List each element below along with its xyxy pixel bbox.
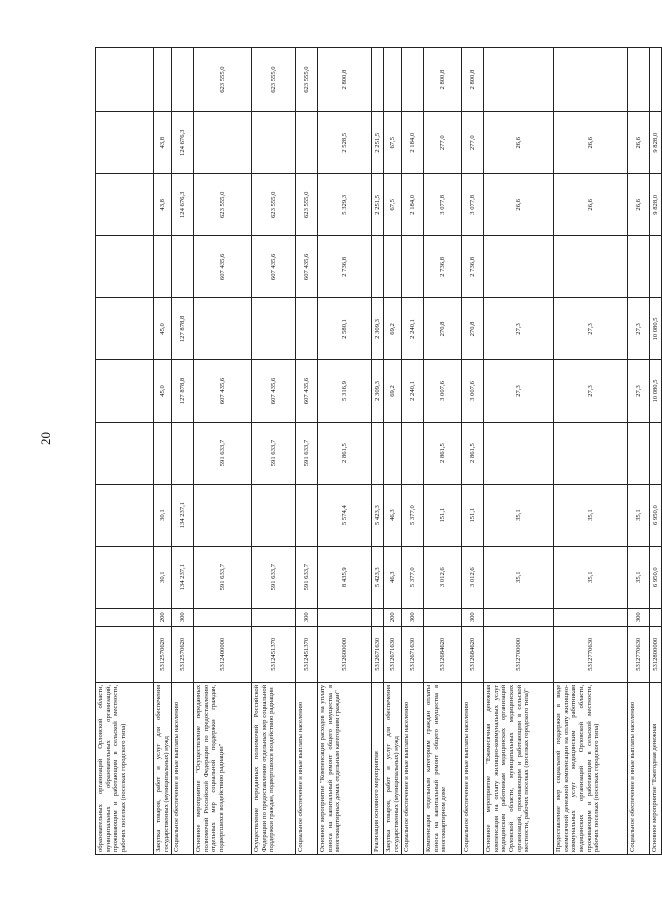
- cell-c9: 623 555,0: [296, 48, 318, 112]
- cell-c7: 26,6: [554, 174, 628, 236]
- cell-c3: [402, 422, 424, 484]
- cell-name: Социальное обеспечение и иные выплаты населению: [296, 682, 318, 854]
- table-row: [194, 48, 252, 855]
- cell-c7: 2 251,5: [372, 174, 384, 236]
- cell-vr: [372, 608, 384, 626]
- cell-name: Социальное обеспечение и иные выплаты населению: [628, 682, 650, 854]
- cell-c8: 26,6: [628, 112, 650, 174]
- cell-c7: 3 077,8: [462, 174, 484, 236]
- cell-c1: 3 012,6: [424, 546, 462, 608]
- cell-c6: 607 435,6: [194, 236, 252, 298]
- cell-c4: 27,3: [484, 360, 554, 422]
- cell-c6: 607 435,6: [296, 236, 318, 298]
- cell-name: Основное мероприятие "Осуществление переданных полномочий Российской Федерации по предоставлению отдельных мер социальной поддержки граждан, подвергшихся воздействию радиации": [194, 682, 252, 854]
- cell-c4: 10 080,5: [650, 360, 662, 422]
- cell-c7: 26,6: [484, 174, 554, 236]
- cell-c6: [554, 236, 628, 298]
- cell-c2: 35,1: [628, 484, 650, 546]
- table-row: [96, 48, 154, 855]
- cell-c1: 8 435,9: [318, 546, 372, 608]
- cell-c5: 27,3: [484, 298, 554, 360]
- cell-c9: [384, 48, 402, 112]
- cell-c6: [384, 236, 402, 298]
- cell-c4: 45,0: [154, 360, 172, 422]
- cell-name: Осуществление переданных полномочий Российской Федерации по предоставлению отдельных мер социальной поддержки граждан, подвергшихся воздействию радиации: [252, 682, 296, 854]
- table-row: [462, 48, 484, 855]
- cell-c5: 2 580,1: [318, 298, 372, 360]
- table-row: [318, 48, 372, 855]
- cell-c1: 35,1: [628, 546, 650, 608]
- cell-c2: [296, 484, 318, 546]
- cell-c6: 2 736,8: [318, 236, 372, 298]
- cell-code: [96, 626, 154, 682]
- cell-c9: [628, 48, 650, 112]
- cell-c8: 277,0: [462, 112, 484, 174]
- cell-c2: [252, 484, 296, 546]
- table-row: [484, 48, 554, 855]
- cell-c2: [96, 484, 154, 546]
- cell-code: 5312400000: [194, 626, 252, 682]
- cell-c1: 134 237,1: [172, 546, 194, 608]
- cell-vr: 300: [172, 608, 194, 626]
- cell-c6: [372, 236, 384, 298]
- cell-c6: [484, 236, 554, 298]
- cell-c2: 35,1: [554, 484, 628, 546]
- cell-c3: 591 633,7: [296, 422, 318, 484]
- cell-c3: 2 861,5: [462, 422, 484, 484]
- cell-c8: [252, 112, 296, 174]
- cell-c9: [154, 48, 172, 112]
- cell-c5: 270,8: [462, 298, 484, 360]
- cell-code: 5312770630: [628, 626, 650, 682]
- cell-vr: [96, 608, 154, 626]
- cell-name: Основное мероприятие "Компенсация расходов на уплату взноса на капитальный ремонт общего имущества в многоквартирных домах отдельным категориям граждан": [318, 682, 372, 854]
- cell-c7: 623 555,0: [296, 174, 318, 236]
- cell-code: 5312671630: [372, 626, 384, 682]
- cell-c3: [384, 422, 402, 484]
- cell-vr: [554, 608, 628, 626]
- cell-c2: 5 423,3: [372, 484, 384, 546]
- cell-c3: 591 633,7: [252, 422, 296, 484]
- cell-code: 5312570620: [154, 626, 172, 682]
- cell-c1: 6 950,0: [650, 546, 662, 608]
- cell-c4: 607 435,6: [296, 360, 318, 422]
- cell-name: Закупка товаров, работ и услуг для обеспечения государственных (муниципальных) нужд: [154, 682, 172, 854]
- cell-c4: 3 007,6: [462, 360, 484, 422]
- cell-c2: 6 950,0: [650, 484, 662, 546]
- cell-c9: 623 555,0: [194, 48, 252, 112]
- cell-c7: 2 184,0: [402, 174, 424, 236]
- table-row: [154, 48, 172, 855]
- cell-c2: 35,1: [484, 484, 554, 546]
- cell-c3: [372, 422, 384, 484]
- cell-c9: [484, 48, 554, 112]
- cell-c1: 5 423,3: [372, 546, 384, 608]
- cell-c4: 127 878,8: [172, 360, 194, 422]
- cell-c9: [650, 48, 662, 112]
- cell-name: Основное мероприятие "Ежегодная денежная: [650, 682, 662, 854]
- cell-c7: 43,8: [154, 174, 172, 236]
- cell-c7: 9 828,0: [650, 174, 662, 236]
- cell-c6: 2 736,8: [462, 236, 484, 298]
- cell-c7: 124 676,3: [172, 174, 194, 236]
- cell-code: 5312770630: [554, 626, 628, 682]
- cell-name: Социальное обеспечение и иные выплаты населению: [462, 682, 484, 854]
- cell-c2: 5 377,0: [402, 484, 424, 546]
- cell-vr: 300: [628, 608, 650, 626]
- cell-vr: [252, 608, 296, 626]
- cell-c9: [402, 48, 424, 112]
- cell-c4: 3 007,6: [424, 360, 462, 422]
- cell-c1: 591 633,7: [296, 546, 318, 608]
- table-row: [554, 48, 628, 855]
- table-row: [402, 48, 424, 855]
- cell-c3: [650, 422, 662, 484]
- cell-c4: 2 240,1: [402, 360, 424, 422]
- cell-c4: [96, 360, 154, 422]
- cell-c5: 10 080,5: [650, 298, 662, 360]
- cell-vr: [194, 608, 252, 626]
- table-row: [384, 48, 402, 855]
- cell-c8: 124 676,3: [172, 112, 194, 174]
- cell-name: Социальное обеспечение и иные выплаты населению: [172, 682, 194, 854]
- cell-c8: 277,0: [424, 112, 462, 174]
- cell-c3: 2 861,5: [318, 422, 372, 484]
- table-row: [372, 48, 384, 855]
- cell-c8: 2 528,5: [318, 112, 372, 174]
- cell-c3: [484, 422, 554, 484]
- cell-c5: [296, 298, 318, 360]
- cell-c2: 46,3: [384, 484, 402, 546]
- cell-code: 5312684620: [424, 626, 462, 682]
- cell-c5: 270,8: [424, 298, 462, 360]
- cell-c7: 26,6: [628, 174, 650, 236]
- cell-name: Социальное обеспечение и иные выплаты населению: [402, 682, 424, 854]
- cell-c6: [96, 236, 154, 298]
- cell-c4: 2 309,3: [372, 360, 384, 422]
- cell-code: 5312570620: [172, 626, 194, 682]
- cell-c3: 591 633,7: [194, 422, 252, 484]
- cell-c5: 27,3: [554, 298, 628, 360]
- cell-c8: 26,6: [484, 112, 554, 174]
- cell-c1: 35,1: [484, 546, 554, 608]
- cell-c1: 46,3: [384, 546, 402, 608]
- table-row: [424, 48, 462, 855]
- cell-c7: 5 329,3: [318, 174, 372, 236]
- cell-vr: [484, 608, 554, 626]
- cell-vr: [650, 608, 662, 626]
- cell-c5: 2 309,3: [372, 298, 384, 360]
- cell-c6: 2 736,8: [424, 236, 462, 298]
- table-body: [96, 48, 662, 855]
- cell-c4: 607 435,6: [252, 360, 296, 422]
- cell-c3: [172, 422, 194, 484]
- cell-c5: 45,0: [154, 298, 172, 360]
- cell-c4: 69,2: [384, 360, 402, 422]
- cell-code: 5312700000: [484, 626, 554, 682]
- cell-c1: 5 377,0: [402, 546, 424, 608]
- table-row: [650, 48, 662, 855]
- cell-name: Предоставление мер социальной поддержки в виде ежемесячной денежной компенсации на оплату жилищно-коммунальных услуг медицинским работникам медицинских организаций Орловской области, проживающим и работающим в сельской местности, рабочих поселках (поселках городского типа): [554, 682, 628, 854]
- cell-c4: 27,3: [554, 360, 628, 422]
- cell-c2: 151,1: [424, 484, 462, 546]
- table-row: [252, 48, 296, 855]
- cell-c6: [154, 236, 172, 298]
- cell-c1: [96, 546, 154, 608]
- cell-c3: [154, 422, 172, 484]
- table-row: [296, 48, 318, 855]
- cell-c7: 623 555,0: [194, 174, 252, 236]
- cell-c8: 9 828,0: [650, 112, 662, 174]
- cell-c1: 35,1: [554, 546, 628, 608]
- cell-c2: 134 237,1: [172, 484, 194, 546]
- cell-c5: 127 878,8: [172, 298, 194, 360]
- cell-c7: [96, 174, 154, 236]
- cell-code: 5312671630: [402, 626, 424, 682]
- cell-vr: 300: [296, 608, 318, 626]
- cell-c7: 67,5: [384, 174, 402, 236]
- cell-name: Основное мероприятие "Ежемесячная денежная компенсация на оплату жилищно-коммунальных услуг медицинским работникам медицинских организаций Орловской области, муниципальных медицинских организаций, проживающим и работающим в сельской местности, рабочих поселках (поселках городского типа)": [484, 682, 554, 854]
- table-row: [628, 48, 650, 855]
- cell-c2: 151,1: [462, 484, 484, 546]
- cell-c6: [402, 236, 424, 298]
- cell-c9: [172, 48, 194, 112]
- cell-name: Закупка товаров, работ и услуг для обеспечения государственных (муниципальных) нужд: [384, 682, 402, 854]
- cell-c8: 2 251,5: [372, 112, 384, 174]
- cell-c3: [96, 422, 154, 484]
- cell-c2: 5 574,4: [318, 484, 372, 546]
- cell-c2: 30,1: [154, 484, 172, 546]
- cell-c4: 5 316,9: [318, 360, 372, 422]
- cell-code: 5312684620: [462, 626, 484, 682]
- table-row: [172, 48, 194, 855]
- cell-c4: 27,3: [628, 360, 650, 422]
- cell-c6: 607 435,6: [252, 236, 296, 298]
- cell-vr: 300: [402, 608, 424, 626]
- cell-name: образовательных организаций Орловской области, муниципальных образовательных организаций, проживающим и работающим в сельской местности, рабочих поселках (поселках городского типа): [96, 682, 154, 854]
- cell-c5: [194, 298, 252, 360]
- cell-c3: [554, 422, 628, 484]
- cell-c8: 26,6: [554, 112, 628, 174]
- cell-vr: 300: [462, 608, 484, 626]
- cell-code: 5312800000: [650, 626, 662, 682]
- cell-c7: 623 555,0: [252, 174, 296, 236]
- cell-code: 5312600000: [318, 626, 372, 682]
- cell-vr: [424, 608, 462, 626]
- cell-code: 5312671630: [384, 626, 402, 682]
- cell-c1: 591 633,7: [194, 546, 252, 608]
- cell-c5: 2 240,1: [402, 298, 424, 360]
- cell-c5: [252, 298, 296, 360]
- cell-c9: 2 800,8: [424, 48, 462, 112]
- document-page-rotated: [95, 47, 660, 855]
- cell-vr: 200: [154, 608, 172, 626]
- cell-c8: [296, 112, 318, 174]
- cell-c1: 591 633,7: [252, 546, 296, 608]
- cell-c6: [628, 236, 650, 298]
- page-number: 20: [38, 432, 53, 445]
- cell-c6: [172, 236, 194, 298]
- cell-c1: 3 012,6: [462, 546, 484, 608]
- cell-c9: [372, 48, 384, 112]
- cell-c3: 2 861,5: [424, 422, 462, 484]
- cell-c1: 30,1: [154, 546, 172, 608]
- cell-c2: [194, 484, 252, 546]
- cell-name: Реализация основного мероприятия: [372, 682, 384, 854]
- cell-c4: 607 435,6: [194, 360, 252, 422]
- cell-c9: 2 800,8: [462, 48, 484, 112]
- cell-c8: 2 184,0: [402, 112, 424, 174]
- cell-c9: 623 555,0: [252, 48, 296, 112]
- cell-c8: 43,8: [154, 112, 172, 174]
- cell-code: 5312451370: [252, 626, 296, 682]
- cell-c9: 2 800,8: [318, 48, 372, 112]
- cell-c9: [96, 48, 154, 112]
- cell-c8: [96, 112, 154, 174]
- cell-c6: [650, 236, 662, 298]
- cell-vr: [318, 608, 372, 626]
- cell-c9: [554, 48, 628, 112]
- cell-c8: 67,5: [384, 112, 402, 174]
- budget-table: [95, 47, 662, 855]
- cell-name: Компенсация отдельным категориям граждан оплаты взноса на капитальный ремонт общего имущества в многоквартирном доме: [424, 682, 462, 854]
- cell-c3: [628, 422, 650, 484]
- cell-c8: [194, 112, 252, 174]
- cell-c5: [96, 298, 154, 360]
- cell-c7: 3 077,8: [424, 174, 462, 236]
- cell-c5: 69,2: [384, 298, 402, 360]
- cell-vr: 200: [384, 608, 402, 626]
- cell-c5: 27,3: [628, 298, 650, 360]
- cell-code: 5312451370: [296, 626, 318, 682]
